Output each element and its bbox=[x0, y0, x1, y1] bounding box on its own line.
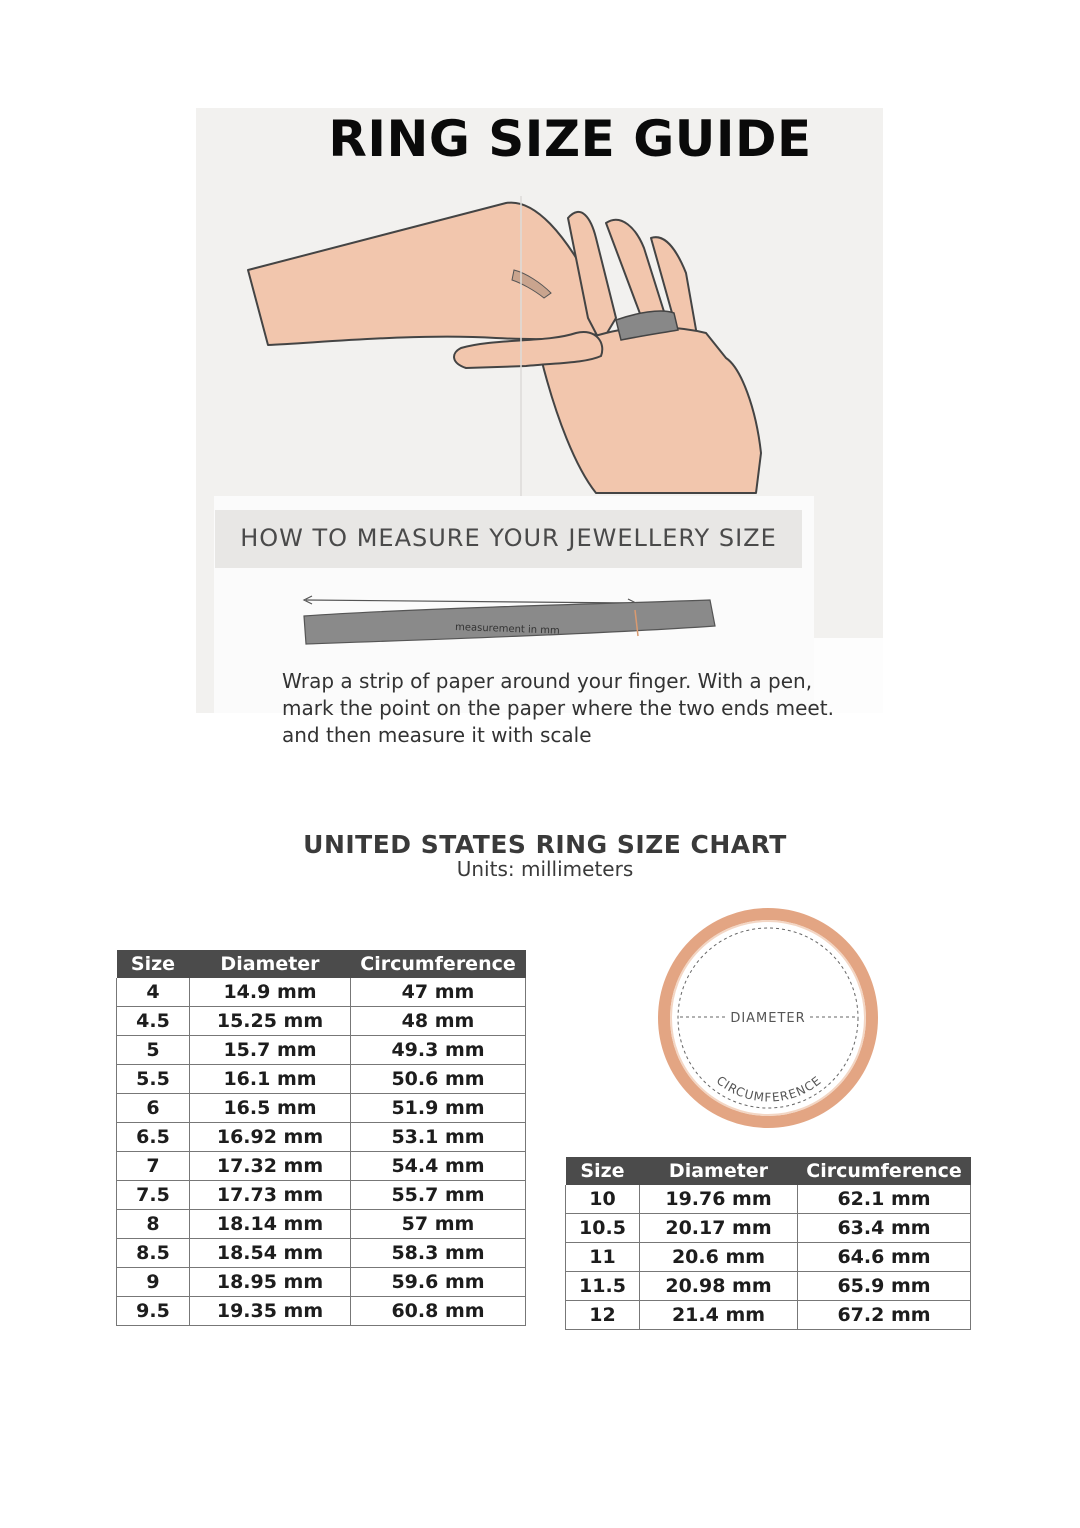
size-cell: 4.5 bbox=[117, 1007, 190, 1036]
circumference-cell: 65.9 mm bbox=[798, 1272, 971, 1301]
circumference-cell: 55.7 mm bbox=[351, 1181, 526, 1210]
table-row bbox=[566, 1185, 971, 1214]
diameter-cell: 18.95 mm bbox=[190, 1268, 351, 1297]
table-row bbox=[566, 1214, 971, 1243]
circumference-cell: 62.1 mm bbox=[798, 1185, 971, 1214]
ring-size-table-2 bbox=[565, 1157, 971, 1330]
instruction-line: mark the point on the paper where the two ends meet. bbox=[282, 696, 834, 720]
measure-banner bbox=[215, 510, 802, 568]
diameter-cell: 19.76 mm bbox=[640, 1185, 798, 1214]
circumference-cell: 49.3 mm bbox=[351, 1036, 526, 1065]
diameter-cell: 17.73 mm bbox=[190, 1181, 351, 1210]
diameter-label: DIAMETER bbox=[730, 1011, 806, 1026]
table-row bbox=[566, 1272, 971, 1301]
size-cell: 12 bbox=[566, 1301, 640, 1330]
circumference-cell: 60.8 mm bbox=[351, 1297, 526, 1326]
circumference-cell: 51.9 mm bbox=[351, 1094, 526, 1123]
hand-illustration bbox=[196, 108, 883, 508]
paper-strip bbox=[304, 600, 715, 644]
diameter-cell: 15.25 mm bbox=[190, 1007, 351, 1036]
circumference-cell: 64.6 mm bbox=[798, 1243, 971, 1272]
diameter-cell: 16.5 mm bbox=[190, 1094, 351, 1123]
circumference-cell: 57 mm bbox=[351, 1210, 526, 1239]
diameter-cell: 16.1 mm bbox=[190, 1065, 351, 1094]
circumference-cell: 47 mm bbox=[351, 978, 526, 1007]
column-header-size: Size bbox=[566, 1157, 640, 1185]
size-cell: 8.5 bbox=[117, 1239, 190, 1268]
circumference-cell: 58.3 mm bbox=[351, 1239, 526, 1268]
diameter-cell: 18.54 mm bbox=[190, 1239, 351, 1268]
column-header-diameter: Diameter bbox=[190, 950, 351, 978]
instructions bbox=[282, 668, 842, 749]
diameter-cell: 18.14 mm bbox=[190, 1210, 351, 1239]
diameter-cell: 21.4 mm bbox=[640, 1301, 798, 1330]
table-row bbox=[117, 1268, 526, 1297]
table-row bbox=[117, 1152, 526, 1181]
circumference-label: CIRCUMFERENCE bbox=[713, 1073, 825, 1105]
column-header-size: Size bbox=[117, 950, 190, 978]
size-cell: 4 bbox=[117, 978, 190, 1007]
table-row bbox=[117, 1239, 526, 1268]
diameter-cell: 20.17 mm bbox=[640, 1214, 798, 1243]
chart-title: UNITED STATES RING SIZE CHART bbox=[303, 830, 787, 859]
size-cell: 7 bbox=[117, 1152, 190, 1181]
table-row bbox=[117, 1094, 526, 1123]
instruction-line: Wrap a strip of paper around your finger. With a pen, bbox=[282, 669, 813, 693]
table-row bbox=[566, 1243, 971, 1272]
circumference-cell: 48 mm bbox=[351, 1007, 526, 1036]
measure-banner-text: HOW TO MEASURE YOUR JEWELLERY SIZE bbox=[240, 524, 777, 552]
diameter-cell: 19.35 mm bbox=[190, 1297, 351, 1326]
diameter-cell: 20.6 mm bbox=[640, 1243, 798, 1272]
column-header-circumference: Circumference bbox=[351, 950, 526, 978]
ring-diagram bbox=[654, 904, 882, 1132]
table-row bbox=[117, 1036, 526, 1065]
diameter-cell: 17.32 mm bbox=[190, 1152, 351, 1181]
circumference-cell: 67.2 mm bbox=[798, 1301, 971, 1330]
table-row bbox=[117, 1123, 526, 1152]
size-cell: 8 bbox=[117, 1210, 190, 1239]
circumference-cell: 63.4 mm bbox=[798, 1214, 971, 1243]
size-cell: 11.5 bbox=[566, 1272, 640, 1301]
table-row bbox=[117, 1065, 526, 1094]
size-cell: 6 bbox=[117, 1094, 190, 1123]
column-header-circumference: Circumference bbox=[798, 1157, 971, 1185]
column-header-diameter: Diameter bbox=[640, 1157, 798, 1185]
circumference-cell: 53.1 mm bbox=[351, 1123, 526, 1152]
table-row bbox=[117, 1297, 526, 1326]
paper-strip-diagram bbox=[300, 590, 720, 650]
size-cell: 9.5 bbox=[117, 1297, 190, 1326]
size-cell: 7.5 bbox=[117, 1181, 190, 1210]
size-cell: 6.5 bbox=[117, 1123, 190, 1152]
instruction-line: and then measure it with scale bbox=[282, 723, 592, 747]
circumference-cell: 50.6 mm bbox=[351, 1065, 526, 1094]
table-row bbox=[117, 978, 526, 1007]
table-row bbox=[117, 1007, 526, 1036]
diameter-cell: 15.7 mm bbox=[190, 1036, 351, 1065]
size-cell: 11 bbox=[566, 1243, 640, 1272]
size-cell: 5 bbox=[117, 1036, 190, 1065]
diameter-cell: 20.98 mm bbox=[640, 1272, 798, 1301]
table-row bbox=[566, 1301, 971, 1330]
size-cell: 10 bbox=[566, 1185, 640, 1214]
chart-subtitle: Units: millimeters bbox=[456, 857, 634, 881]
diameter-cell: 16.92 mm bbox=[190, 1123, 351, 1152]
ring-size-table-1 bbox=[116, 950, 526, 1326]
page-title: RING SIZE GUIDE bbox=[328, 110, 812, 168]
diameter-cell: 14.9 mm bbox=[190, 978, 351, 1007]
strip-label: measurement in mm bbox=[454, 622, 560, 637]
circumference-cell: 54.4 mm bbox=[351, 1152, 526, 1181]
table-row bbox=[117, 1210, 526, 1239]
table-row bbox=[117, 1181, 526, 1210]
size-cell: 10.5 bbox=[566, 1214, 640, 1243]
circumference-cell: 59.6 mm bbox=[351, 1268, 526, 1297]
size-cell: 5.5 bbox=[117, 1065, 190, 1094]
size-cell: 9 bbox=[117, 1268, 190, 1297]
